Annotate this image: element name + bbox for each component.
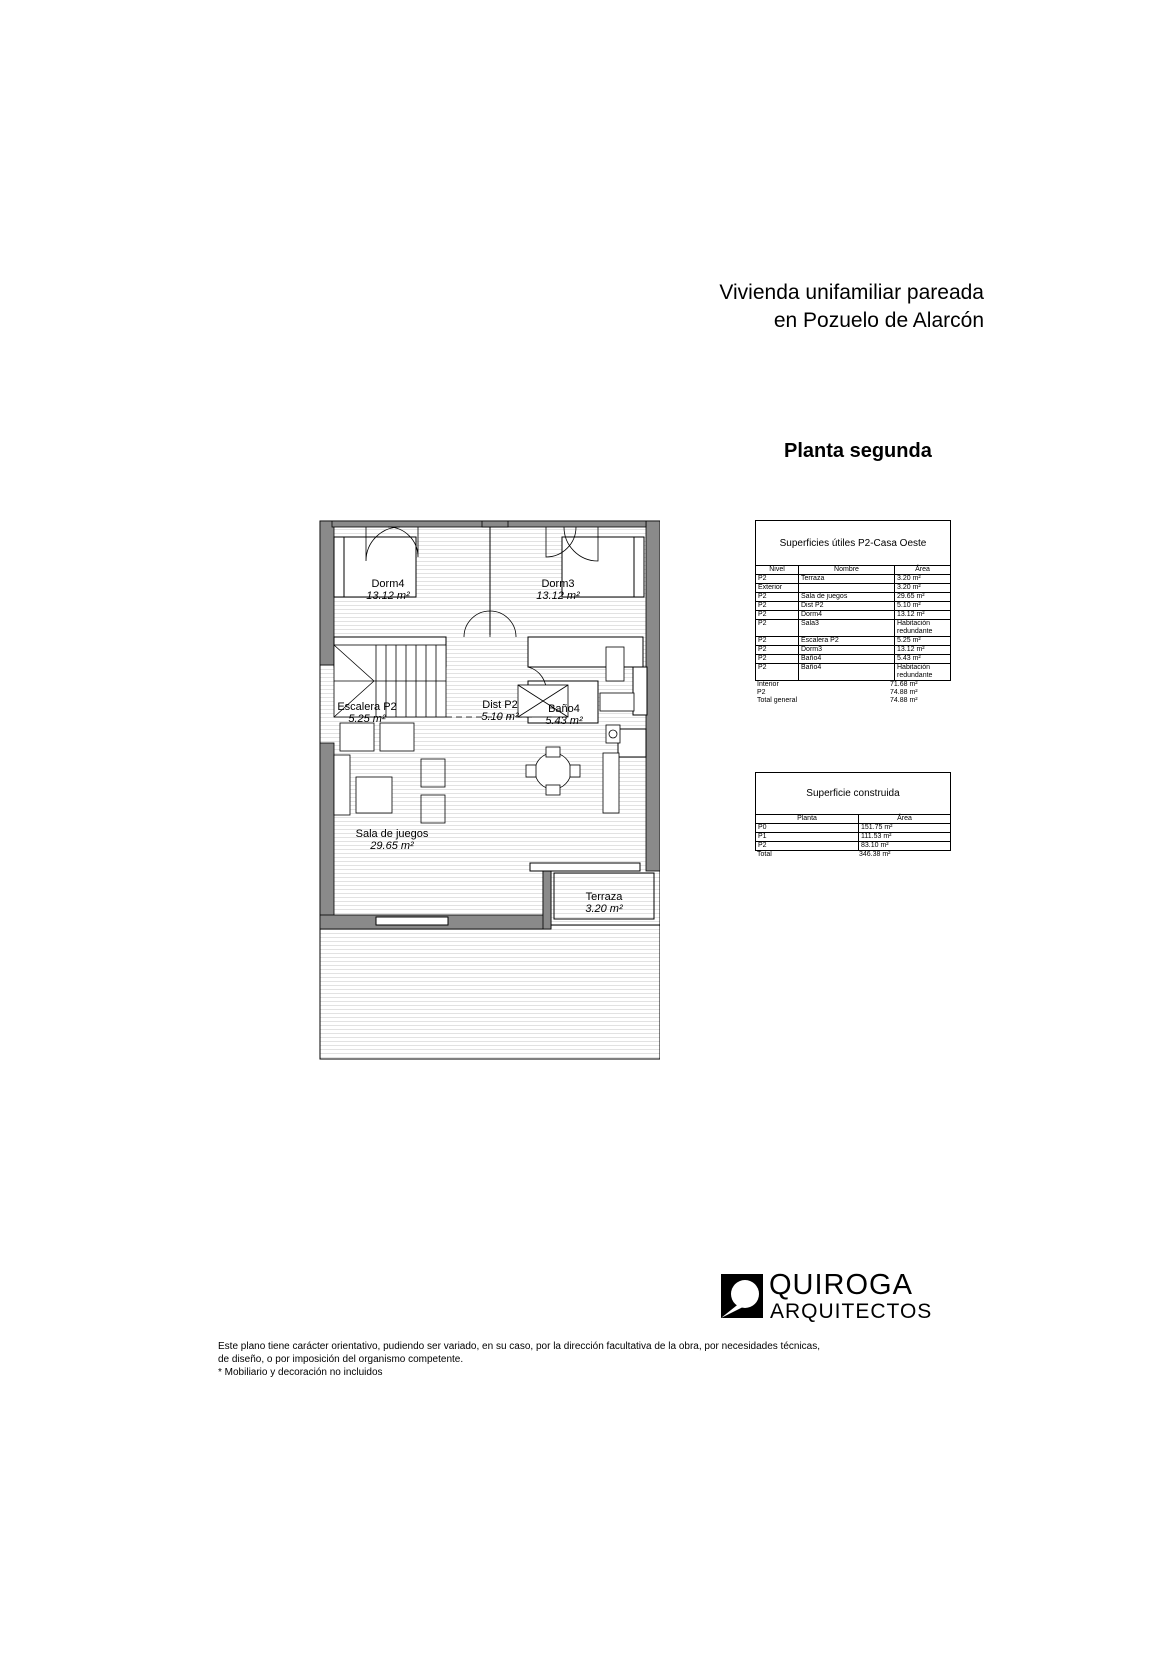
room-area-terraza: 3.20 m² <box>585 903 623 915</box>
useful-row <box>756 575 951 584</box>
cell-planta: P1 <box>756 833 859 842</box>
room-name-terraza: Terraza <box>585 891 623 903</box>
cell-planta: P0 <box>756 824 859 833</box>
cell-nombre: Escalera P2 <box>799 637 895 646</box>
room-area-dorm3: 13.12 m² <box>536 590 580 602</box>
cell-area: 5.25 m² <box>895 637 951 646</box>
useful-totals <box>755 681 951 705</box>
cell-area: Habitación redundante <box>895 620 951 637</box>
cell-area: 13.12 m² <box>895 646 951 655</box>
project-title-line1: Vivienda unifamiliar pareada <box>719 281 984 304</box>
logo-text-quiroga: QUIROGA <box>769 1269 913 1301</box>
built-row <box>756 842 951 851</box>
cell-nombre <box>799 584 895 593</box>
built-rows <box>756 824 951 851</box>
total-value: 74.88 m² <box>890 697 918 704</box>
cell-nombre: Dorm3 <box>799 646 895 655</box>
project-title-line2: en Pozuelo de Alarcón <box>773 309 984 332</box>
useful-row <box>756 620 951 637</box>
cell-area: Habitación redundante <box>895 664 951 681</box>
room-name-dorm3: Dorm3 <box>541 578 575 590</box>
room-name-dorm4: Dorm4 <box>371 578 405 590</box>
room-name-escalera: Escalera P2 <box>337 701 397 713</box>
useful-surfaces-title: Superficies útiles P2-Casa Oeste <box>755 520 951 565</box>
room-name-dist: Dist P2 <box>482 699 518 711</box>
built-total-row <box>755 851 951 859</box>
col-nivel: Nivel <box>756 566 799 575</box>
cell-nombre: Sala3 <box>799 620 895 637</box>
cell-area: 83.10 m² <box>859 842 951 851</box>
cell-area: 5.43 m² <box>895 655 951 664</box>
useful-row <box>756 584 951 593</box>
room-area-dorm4: 13.12 m² <box>366 590 410 602</box>
useful-total-row <box>755 689 951 697</box>
room-name-sala: Sala de juegos <box>355 828 429 840</box>
cell-nivel: Exterior <box>756 584 799 593</box>
useful-rows <box>756 575 951 681</box>
disclaimer-line2: de diseño, o por imposición del organismo competente. <box>218 1354 464 1365</box>
cell-nivel: P2 <box>756 602 799 611</box>
disclaimer-line3: * Mobiliario y decoración no incluidos <box>218 1367 383 1378</box>
col-area: Área <box>859 815 951 824</box>
useful-row <box>756 664 951 681</box>
useful-row <box>756 593 951 602</box>
useful-row <box>756 655 951 664</box>
cell-nivel: P2 <box>756 664 799 681</box>
lower-terrace <box>320 909 660 1059</box>
cell-area: 13.12 m² <box>895 611 951 620</box>
total-label: P2 <box>757 689 766 696</box>
room-area-dist: 5.10 m² <box>481 711 519 723</box>
total-value: 71.68 m² <box>890 681 918 688</box>
cell-area: 29.65 m² <box>895 593 951 602</box>
cell-nivel: P2 <box>756 637 799 646</box>
cell-area: 111.53 m² <box>859 833 951 842</box>
logo-text-arquitectos: ARQUITECTOS <box>770 1300 933 1323</box>
col-planta: Planta <box>756 815 859 824</box>
useful-row <box>756 646 951 655</box>
disclaimer <box>218 1340 820 1379</box>
cell-nombre: Baño4 <box>799 664 895 681</box>
useful-surfaces-table <box>755 520 951 705</box>
total-label: Interior <box>757 681 779 688</box>
cell-nombre: Terraza <box>799 575 895 584</box>
cell-planta: P2 <box>756 842 859 851</box>
useful-row <box>756 611 951 620</box>
built-surface-title: Superficie construida <box>755 772 951 814</box>
cell-nivel: P2 <box>756 620 799 637</box>
cell-area: 3.20 m² <box>895 575 951 584</box>
floor-plan <box>318 517 660 1061</box>
cell-nivel: P2 <box>756 655 799 664</box>
cell-nivel: P2 <box>756 646 799 655</box>
built-row <box>756 824 951 833</box>
cell-nivel: P2 <box>756 575 799 584</box>
built-total-value: 346.38 m² <box>859 851 891 858</box>
built-row <box>756 833 951 842</box>
total-value: 74.88 m² <box>890 689 918 696</box>
useful-row <box>756 602 951 611</box>
useful-total-row <box>755 681 951 689</box>
col-nombre: Nombre <box>799 566 895 575</box>
cell-nombre: Dist P2 <box>799 602 895 611</box>
cell-area: 5.10 m² <box>895 602 951 611</box>
room-name-bano4: Baño4 <box>548 703 580 715</box>
disclaimer-line1: Este plano tiene carácter orientativo, pudiendo ser variado, en su caso, por la dirección facultativa de la obra, por necesidades técnicas, <box>218 1341 821 1352</box>
useful-total-row <box>755 697 951 705</box>
room-area-escalera: 5.25 m² <box>348 713 386 725</box>
room-area-bano4: 5.43 m² <box>545 715 583 727</box>
cell-nombre: Dorm4 <box>799 611 895 620</box>
quiroga-logo-icon <box>719 1272 765 1320</box>
col-area: Área <box>895 566 951 575</box>
cell-nivel: P2 <box>756 611 799 620</box>
cell-area: 3.20 m² <box>895 584 951 593</box>
cell-nombre: Sala de juegos <box>799 593 895 602</box>
built-surface-table <box>755 772 951 859</box>
cell-area: 151.75 m² <box>859 824 951 833</box>
total-label: Total general <box>757 697 798 704</box>
useful-row <box>756 637 951 646</box>
floor-title: Planta segunda <box>784 440 932 462</box>
company-logo <box>719 1269 933 1324</box>
cell-nivel: P2 <box>756 593 799 602</box>
cell-nombre: Baño4 <box>799 655 895 664</box>
room-area-sala: 29.65 m² <box>370 840 414 852</box>
built-total-label: Total <box>757 851 772 858</box>
